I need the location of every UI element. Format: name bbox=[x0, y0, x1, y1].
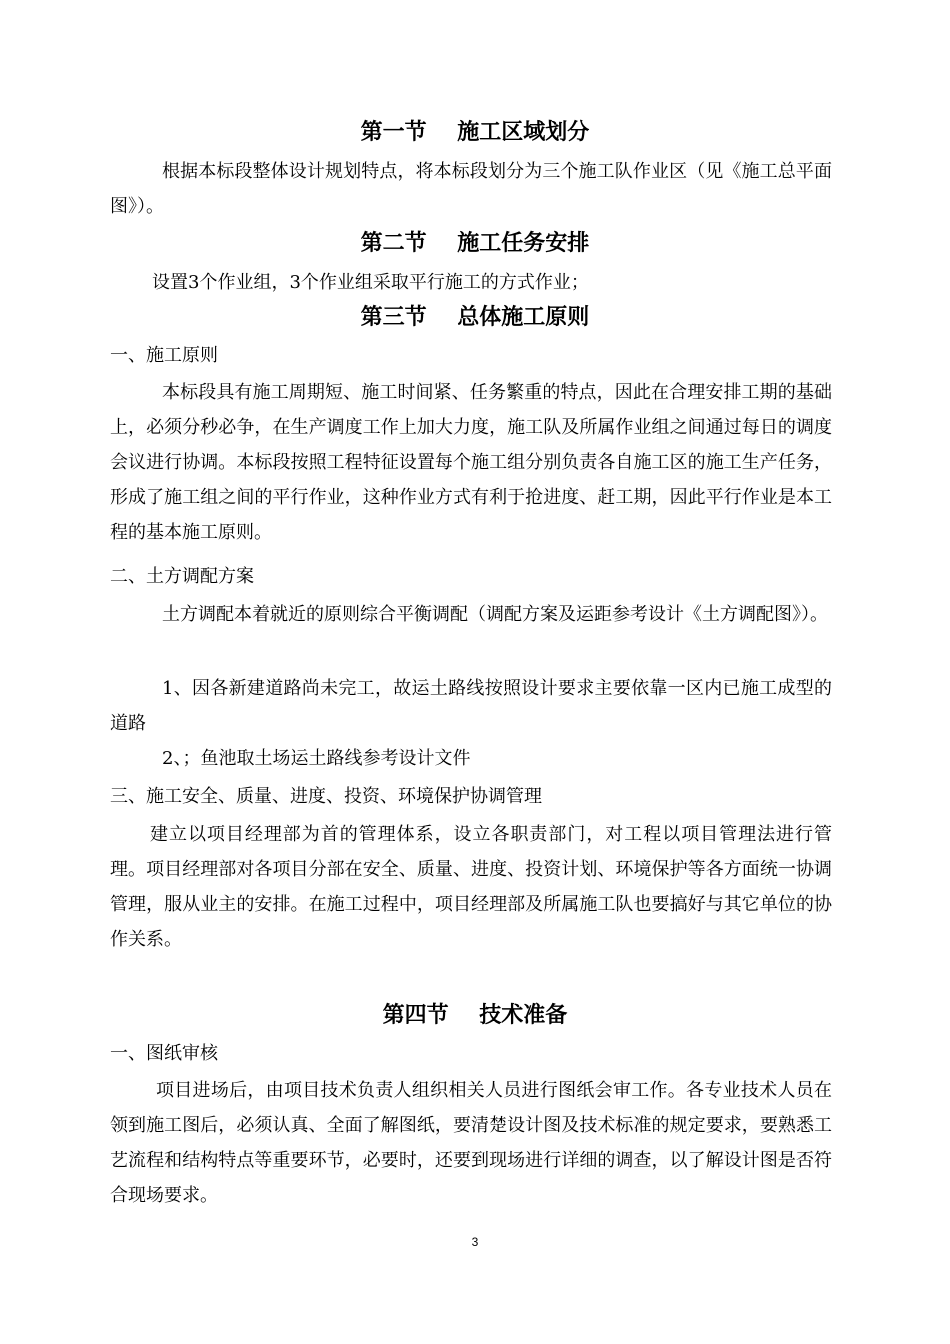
section-4-title: 第四节 技术准备 bbox=[382, 1003, 568, 1028]
section-3-paragraph-3: 1、因各新建道路尚未完工，故运土路线按照设计要求主要依靠一区内已施工成型的道路 bbox=[110, 678, 832, 734]
section-1-title: 第一节 施工区域划分 bbox=[360, 120, 590, 145]
section-3-subheading-2: 二、土方调配方案 bbox=[110, 566, 254, 587]
section-2-paragraph: 设置3个作业组，3个作业组采取平行施工的方式作业； bbox=[152, 272, 589, 293]
section-4-subheading-1: 一、图纸审核 bbox=[110, 1043, 218, 1064]
section-3-subheading-1: 一、施工原则 bbox=[110, 345, 218, 366]
section-3-paragraph-4: 2、；鱼池取土场运土路线参考设计文件 bbox=[162, 748, 471, 769]
section-3-title: 第三节 总体施工原则 bbox=[360, 305, 590, 330]
section-1-paragraph: 根据本标段整体设计规划特点，将本标段划分为三个施工队作业区（见《施工总平面图》）。 bbox=[110, 161, 832, 217]
section-3-paragraph-1: 本标段具有施工周期短、施工时间紧、任务繁重的特点，因此在合理安排工期的基础上，必须分秒必争，在生产调度工作上加大力度，施工队及所属作业组之间通过每日的调度会议进行协调。本标段按照工程特征设置每个施工组分别负责各自施工区的施工生产任务，形成了施工组之间的平行作业，这种作业方式有利于抢进度、赶工期，因此平行作业是本工程的基本施工原则。 bbox=[110, 382, 832, 543]
section-3-paragraph-5: 建立以项目经理部为首的管理体系，设立各职责部门，对工程以项目管理法进行管理。项目经理部对各项目分部在安全、质量、进度、投资计划、环境保护等各方面统一协调管理，服从业主的安排。在施工过程中，项目经理部及所属施工队也要搞好与其它单位的协作关系。 bbox=[110, 824, 832, 950]
section-4-paragraph-1: 项目进场后，由项目技术负责人组织相关人员进行图纸会审工作。各专业技术人员在领到施工图后，必须认真、全面了解图纸，要清楚设计图及技术标准的规定要求，要熟悉工艺流程和结构特点等重要环节，必要时，还要到现场进行详细的调查，以了解设计图是否符合现场要求。 bbox=[110, 1080, 832, 1206]
section-3-paragraph-2: 土方调配本着就近的原则综合平衡调配（调配方案及运距参考设计《土方调配图》）。 bbox=[162, 604, 828, 625]
page-number: 3 bbox=[471, 1235, 479, 1249]
section-3-subheading-3: 三、施工安全、质量、进度、投资、环境保护协调管理 bbox=[110, 786, 542, 807]
section-2-title: 第二节 施工任务安排 bbox=[360, 231, 590, 256]
